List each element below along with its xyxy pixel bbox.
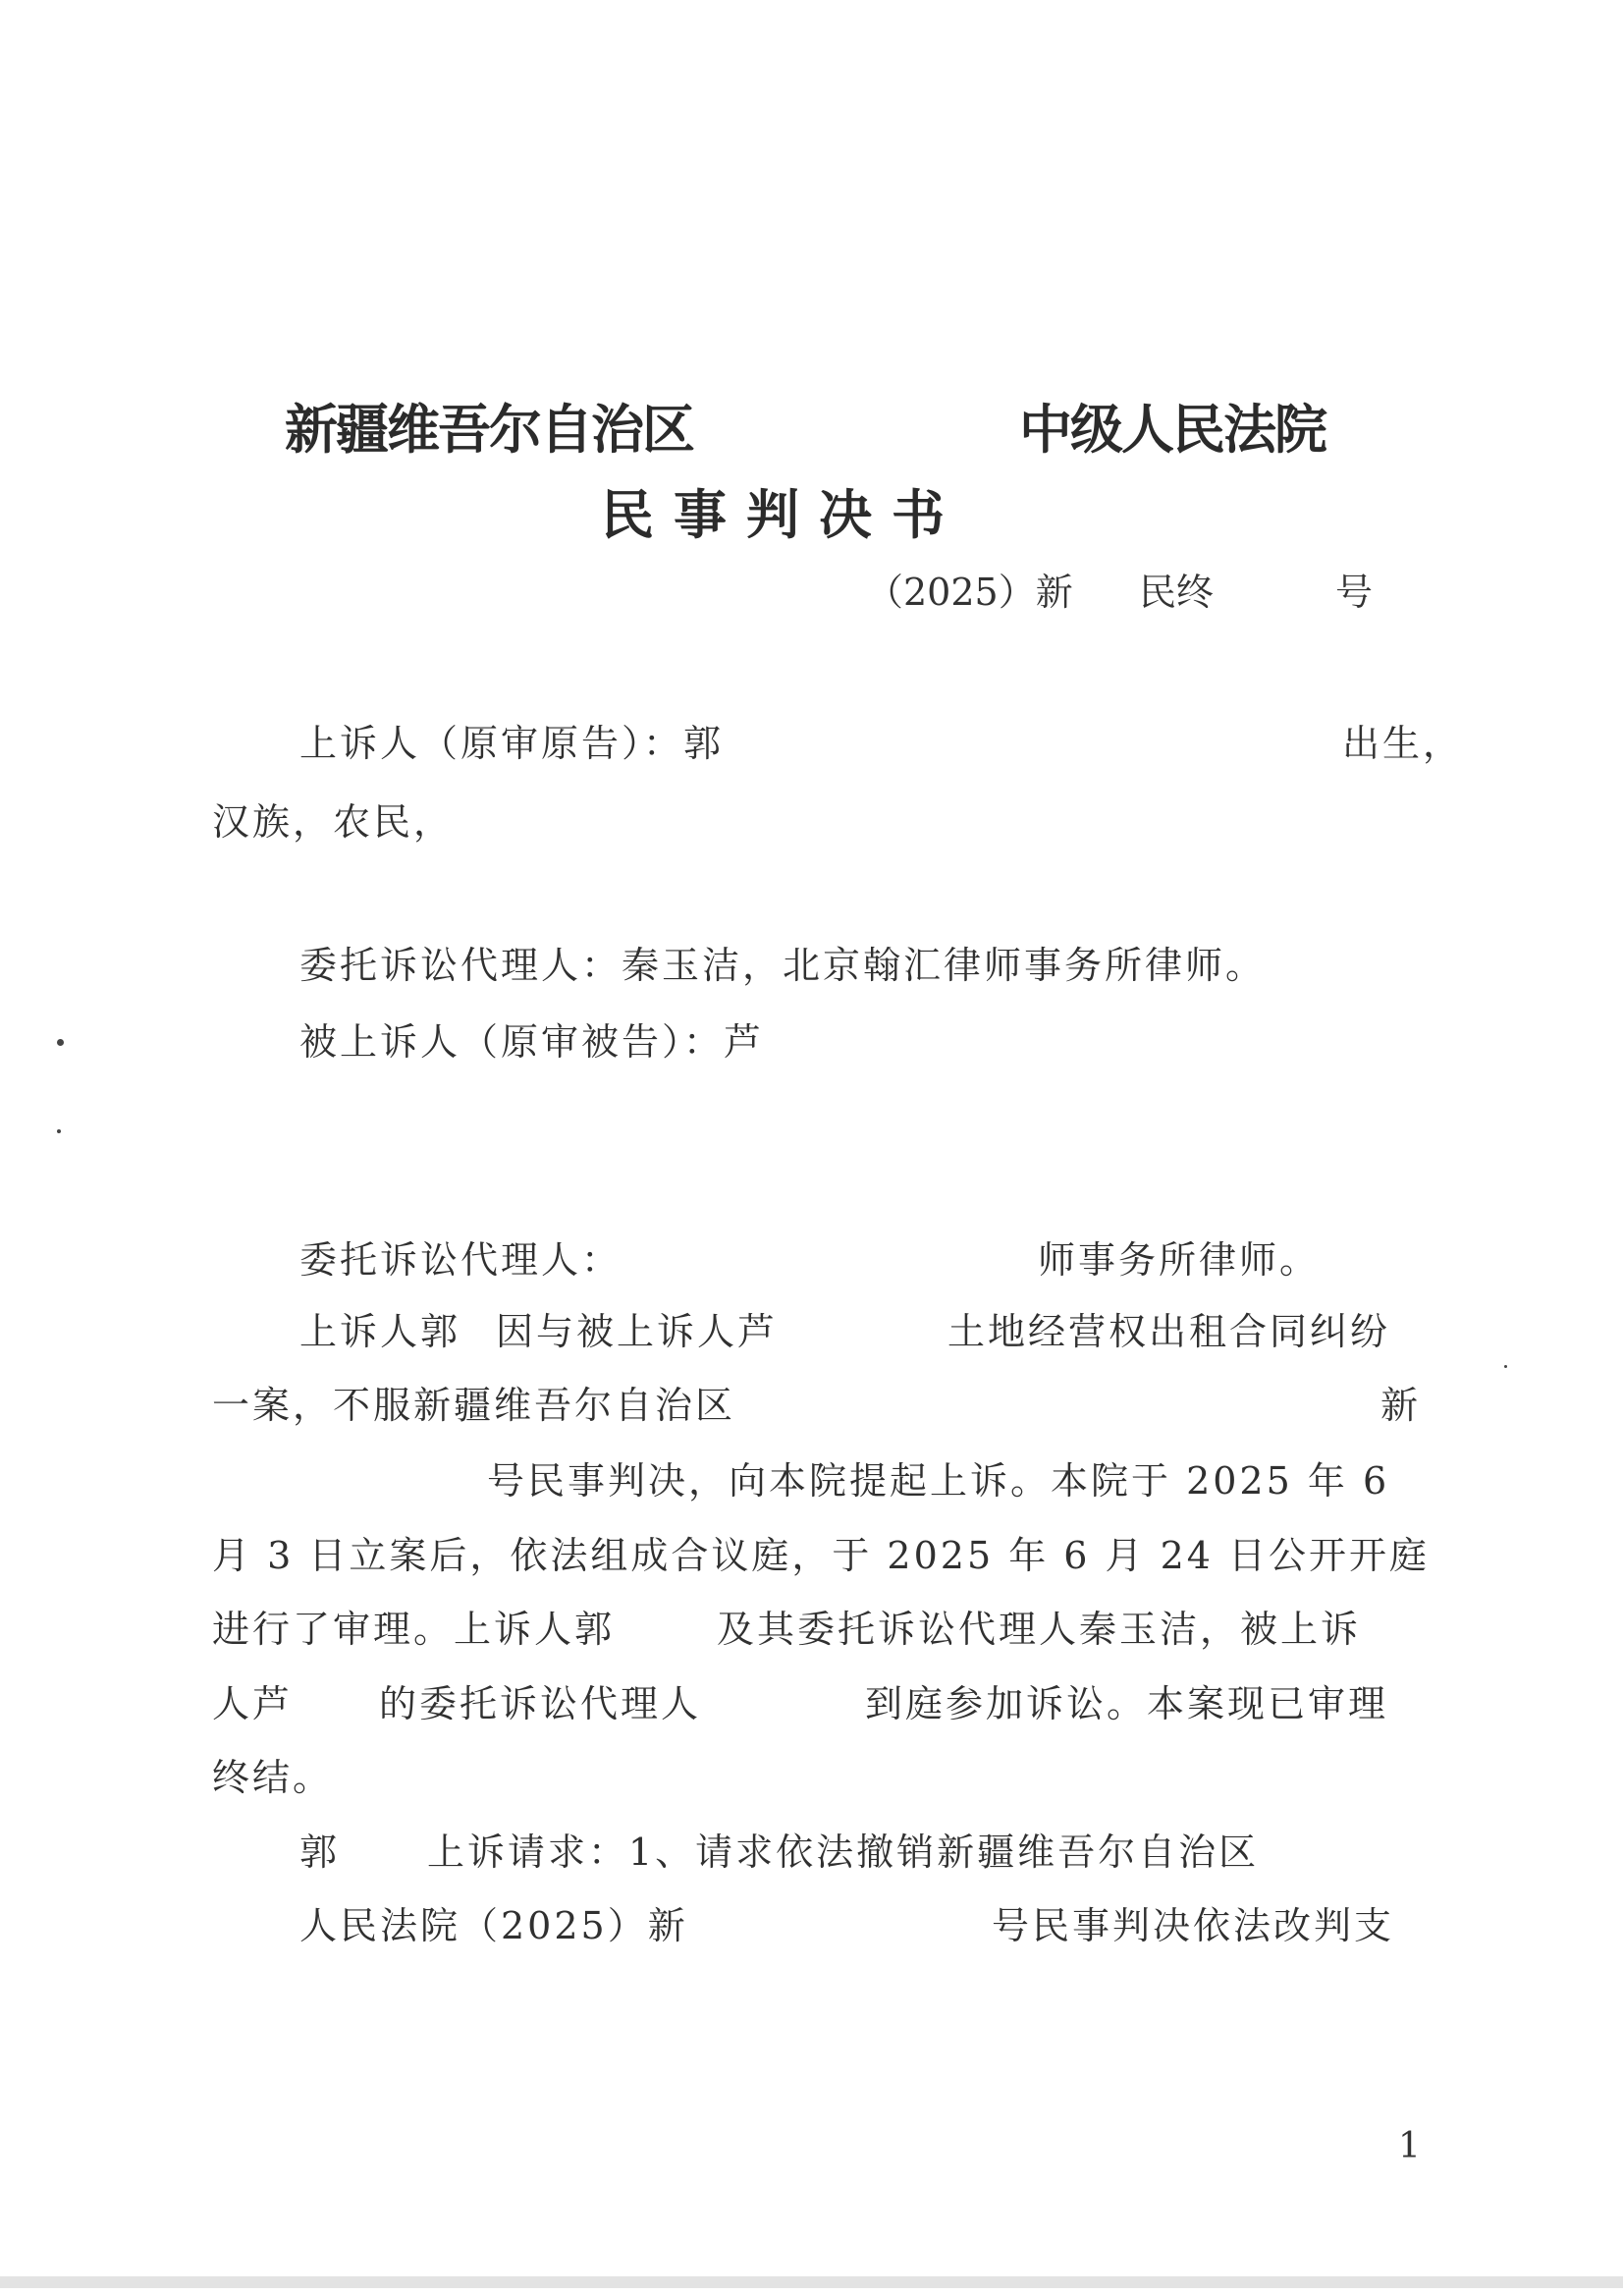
body-text: 人民法院（2025）新 [299,1904,688,1947]
appellee-agent-line [299,1230,1380,1282]
body-text: 及其委托诉讼代理人秦玉洁，被上诉 [717,1608,1362,1651]
body-text: 新 [1380,1384,1422,1427]
body-text: 一案，不服新疆维吾尔自治区 [212,1384,736,1427]
court-title [285,388,1365,476]
case-number-suffix: 号 [1335,571,1374,614]
body-line-4: 月 3 日立案后，依法组成合议庭，于 2025 年 6 月 24 日公开开庭 [212,1534,1431,1577]
body-line-9 [299,1895,1429,1947]
scan-speck [57,1129,61,1133]
appellee-agent-label: 委托诉讼代理人： [299,1238,622,1282]
body-line-3: 号民事判决，向本院提起上诉。本院于 2025 年 6 [487,1459,1390,1503]
case-number-prefix: （2025）新 [866,571,1073,614]
court-title-court: 中级人民法院 [1019,399,1325,461]
appellant-line-2: 汉族，农民， [212,800,455,844]
body-text: 上诉人郭 [299,1310,461,1353]
court-title-region: 新疆维吾尔自治区 [285,399,693,461]
body-line-1 [299,1301,1429,1353]
body-line-7: 终结。 [212,1756,334,1799]
document-type: 民事判决书 [601,484,964,546]
appellee-agent-firm: 师事务所律师。 [1038,1238,1321,1282]
body-text: 因与被上诉人芦 [496,1310,779,1353]
body-text: 到庭参加诉讼。本案现已审理 [865,1682,1389,1725]
case-number-middle: 民终 [1139,571,1215,614]
appellant-born: 出生， [1342,722,1464,765]
appellee-label: 被上诉人（原审被告）：芦 [299,1020,765,1064]
body-line-5 [212,1599,1439,1651]
page-number: 1 [1398,2126,1421,2166]
body-text: 人芦 [212,1682,294,1725]
body-text: 进行了审理。上诉人郭 [212,1608,616,1651]
scan-speck [57,1039,64,1046]
scan-edge [0,2276,1623,2288]
appellant-line [299,713,1478,765]
body-text: 郭 [299,1831,341,1874]
body-line-8 [299,1822,1429,1874]
body-text: 的委托诉讼代理人 [379,1682,702,1725]
body-text: 上诉请求：1、请求依法撤销新疆维吾尔自治区 [427,1831,1260,1874]
body-text: 号民事判决依法改判支 [992,1904,1395,1947]
appellant-agent: 委托诉讼代理人：秦玉洁，北京翰汇律师事务所律师。 [299,944,1267,987]
body-text: 土地经营权出租合同纠纷 [947,1310,1391,1353]
scan-speck [1504,1365,1507,1368]
body-line-6 [212,1673,1439,1725]
body-line-2 [212,1375,1439,1427]
appellant-label: 上诉人（原审原告）：郭 [299,722,725,765]
